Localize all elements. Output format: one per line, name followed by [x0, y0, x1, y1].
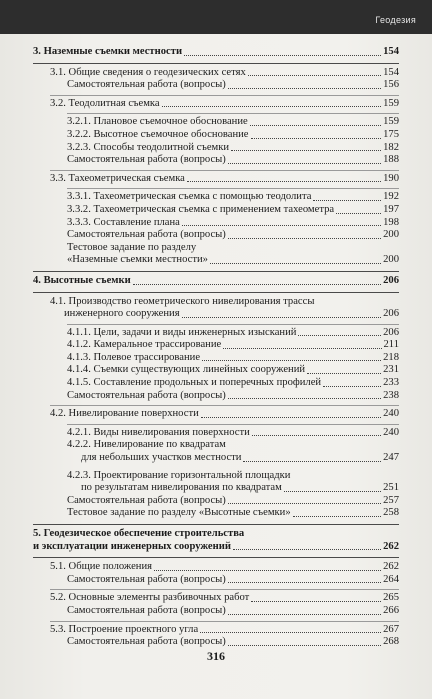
toc-entry-5-1: 5.1. Общие положения 262	[50, 561, 399, 573]
toc-entry-4-2-2: для небольших участков местности 247	[81, 452, 399, 464]
toc-entry-4-2: 4.2. Нивелирование поверхности 240	[50, 408, 399, 420]
toc-entry-3-3: 3.3. Тахеометрическая съемка 190	[50, 172, 399, 184]
toc-entry-selfwork: Самостоятельная работа (вопросы) 266	[67, 604, 399, 616]
toc-entry-3-2-2: 3.2.2. Высотное съемочное обоснование 175	[67, 128, 399, 140]
toc-entry-selfwork: Самостоятельная работа (вопросы) 268	[67, 636, 399, 648]
toc-entry-3-2-3: 3.2.3. Способы теодолитной съемки 182	[67, 141, 399, 153]
toc-entry-4-2-2-line1: 4.2.2. Нивелирование по квадратам	[67, 439, 226, 451]
toc-entry-selfwork: Самостоятельная работа (вопросы) 188	[67, 154, 399, 166]
toc-entry-chapter-5: и эксплуатации инженерных сооружений 262	[33, 540, 399, 552]
divider	[33, 321, 399, 327]
toc-entry-3-1: 3.1. Общие сведения о геодезических сетях 154	[50, 66, 399, 78]
divider	[33, 185, 399, 191]
divider	[33, 402, 399, 408]
running-header-title: Геодезия	[375, 15, 416, 25]
toc-entry-4-2-3-line1: 4.2.3. Проектирование горизонтальной площадки	[67, 469, 291, 481]
divider	[33, 92, 399, 98]
toc-entry-selfwork: Самостоятельная работа (вопросы) 156	[67, 79, 399, 91]
toc-entry-4-1-3: 4.1.3. Полевое трассирование 218	[67, 351, 399, 363]
toc-entry-4-1: инженерного сооружения 206	[64, 308, 399, 320]
divider	[33, 586, 399, 592]
table-of-contents	[33, 46, 399, 649]
toc-entry-selfwork: Самостоятельная работа (вопросы) 257	[67, 494, 399, 506]
toc-entry-selfwork: Самостоятельная работа (вопросы) 200	[67, 229, 399, 241]
toc-entry-4-1-4: 4.1.4. Съемки существующих линейных сооружений 231	[67, 364, 399, 376]
toc-entry-3-3-2: 3.3.2. Тахеометрическая съемка с применением тахеометра 197	[67, 203, 399, 215]
toc-entry-4-2-1: 4.2.1. Виды нивелирования поверхности 240	[67, 426, 399, 438]
toc-entry-4-1-line1: 4.1. Производство геометрического нивелирования трассы	[50, 295, 315, 307]
toc-entry-test-line1: Тестовое задание по разделу	[67, 241, 197, 253]
divider	[33, 618, 399, 624]
divider	[33, 167, 399, 173]
toc-entry-test: Тестовое задание по разделу «Высотные съемки» 258	[67, 507, 399, 519]
toc-entry-chapter-3: 3. Наземные съемки местности 154	[33, 46, 399, 57]
toc-entry-selfwork: Самостоятельная работа (вопросы) 264	[67, 573, 399, 585]
toc-entry-4-1-2: 4.1.2. Камеральное трассирование 211	[67, 339, 399, 351]
toc-entry-3-2-1: 3.2.1. Плановое съемочное обоснование 159	[67, 116, 399, 128]
divider	[33, 267, 399, 275]
toc-entry-selfwork: Самостоятельная работа (вопросы) 238	[67, 389, 399, 401]
toc-entry-chapter-5-line1: 5. Геодезическое обеспечение строительства	[33, 528, 245, 539]
running-header	[0, 0, 432, 34]
toc-entry-chapter-4: 4. Высотные съемки 206	[33, 274, 399, 286]
divider	[33, 288, 399, 296]
divider	[33, 421, 399, 427]
page-number: 316	[207, 649, 225, 663]
toc-entry-4-2-3: по результатам нивелирования по квадратам 251	[81, 482, 399, 494]
divider	[33, 59, 399, 67]
toc-entry-3-2: 3.2. Теодолитная съемка 159	[50, 97, 399, 109]
divider	[33, 110, 399, 116]
toc-entry-3-3-1: 3.3.1. Тахеометрическая съемка с помощью теодолита 192	[67, 191, 399, 203]
divider	[33, 520, 399, 528]
toc-entry-5-2: 5.2. Основные элементы разбивочных работ 265	[50, 592, 399, 604]
toc-entry-3-3-3: 3.3.3. Составление плана 198	[67, 216, 399, 228]
toc-entry-5-3: 5.3. Построение проектного угла 267	[50, 623, 399, 635]
divider	[33, 553, 399, 561]
toc-entry-4-1-5: 4.1.5. Составление продольных и поперечных профилей 233	[67, 377, 399, 389]
toc-entry-4-1-1: 4.1.1. Цели, задачи и виды инженерных изысканий 206	[67, 326, 399, 338]
toc-entry-test: «Наземные съемки местности» 200	[67, 254, 399, 266]
